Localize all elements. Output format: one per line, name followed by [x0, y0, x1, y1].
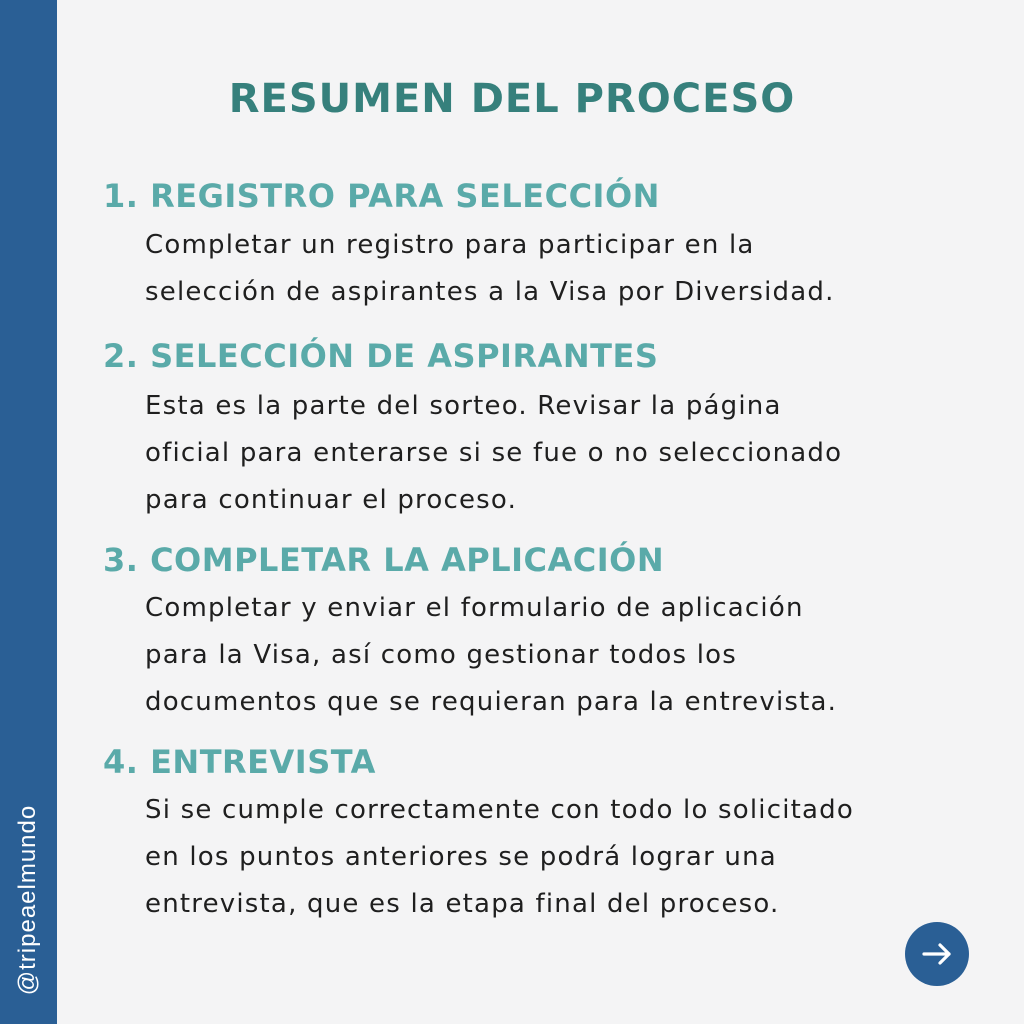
step-2-line: para continuar el proceso.	[145, 485, 518, 515]
step-4-line: entrevista, que es la etapa final del proceso.	[145, 889, 780, 919]
step-2-line: oficial para enterarse si se fue o no seleccionado	[145, 438, 843, 468]
step-4-line: en los puntos anteriores se podrá lograr una	[145, 842, 777, 872]
step-1-line: Completar un registro para participar en la	[145, 230, 755, 260]
page-title: RESUMEN DEL PROCESO	[228, 76, 796, 122]
step-2-description	[145, 383, 842, 524]
next-slide-button[interactable]	[905, 922, 969, 986]
step-3-line: para la Visa, así como gestionar todos los	[145, 640, 737, 670]
step-4-heading: 4. ENTREVISTA	[103, 743, 376, 781]
step-4-line: Si se cumple correctamente con todo lo solicitado	[145, 795, 854, 825]
step-2-line: Esta es la parte del sorteo. Revisar la página	[145, 391, 782, 421]
step-1-line: selección de aspirantes a la Visa por Diversidad.	[145, 277, 835, 307]
step-3-line: Completar y enviar el formulario de aplicación	[145, 593, 804, 623]
step-3-heading: 3. COMPLETAR LA APLICACIÓN	[103, 541, 665, 579]
step-2-heading: 2. SELECCIÓN DE ASPIRANTES	[103, 337, 659, 375]
step-3-description	[145, 585, 837, 726]
step-4-description	[145, 787, 854, 928]
step-3-line: documentos que se requieran para la entrevista.	[145, 687, 838, 717]
sidebar-bar	[0, 0, 57, 1024]
social-handle: @tripeaelmundo	[14, 804, 41, 996]
step-1-heading: 1. REGISTRO PARA SELECCIÓN	[103, 177, 660, 215]
step-1-description	[145, 222, 835, 316]
arrow-right-icon	[919, 936, 955, 972]
